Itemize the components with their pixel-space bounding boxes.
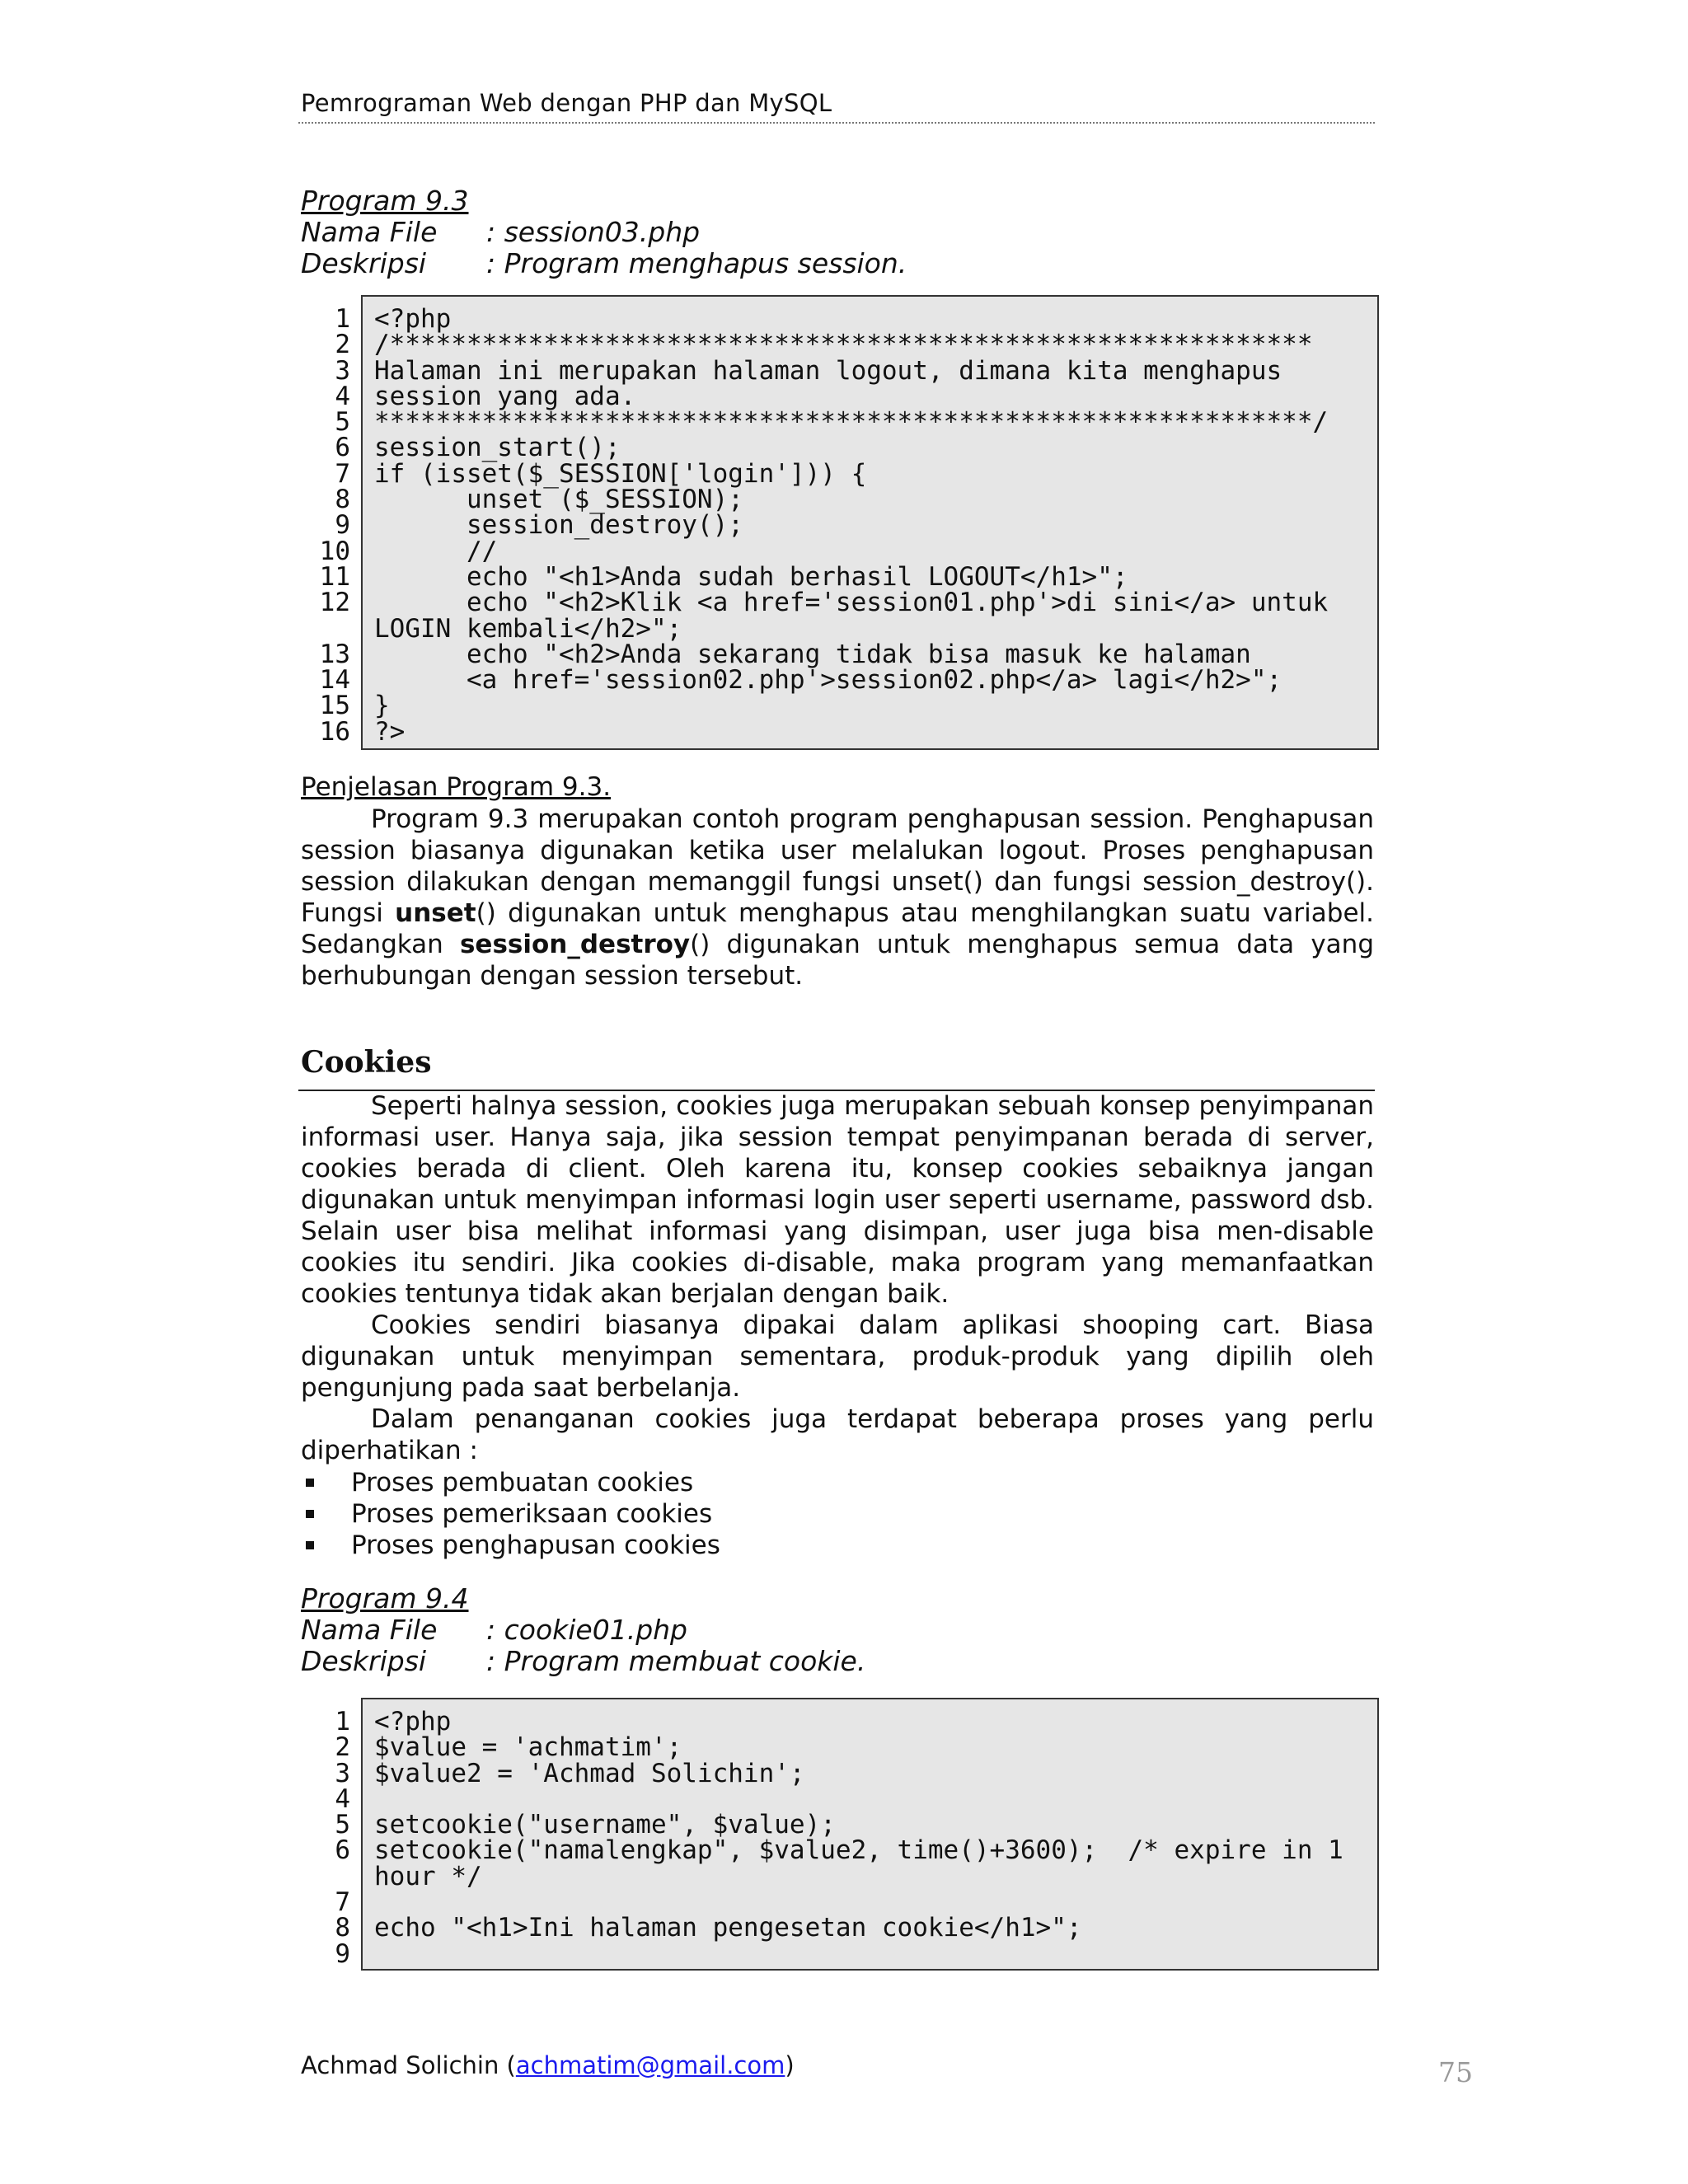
desc-key: Deskripsi — [301, 1645, 427, 1677]
page-number: 75 — [1438, 2056, 1473, 2088]
file-key: Nama File — [301, 216, 438, 248]
list-item-text: Proses penghapusan cookies — [351, 1530, 720, 1560]
cookies-paragraph-3: Dalam penanganan cookies juga terdapat beberapa proses yang perlu diperhatikan : — [301, 1404, 1374, 1465]
list-item — [301, 1530, 720, 1561]
program-9-3-heading — [301, 185, 907, 279]
file-key: Nama File — [301, 1614, 438, 1646]
cookies-paragraph-1: Seperti halnya session, cookies juga merupakan sebuah konsep penyimpanan informasi user. Hanya saja, jika session tempat penyimpanan berada di server, cookies berada di client. Oleh karena itu, konsep cookies sebaiknya jangan digunakan untuk menyimpan informasi login user seperti username, password dsb. Selain user bisa melihat informasi yang disimpan, user juga bisa men-disable cookies itu sendiri. Jika cookies di-disable, maka program yang memanfaatkan cookies tentunya tidak akan berjalan dengan baik. — [301, 1091, 1374, 1309]
footer-author — [301, 2051, 795, 2079]
header-divider — [298, 122, 1375, 124]
code-block: <?php /************************************************************ Halaman ini merupakan halaman logout, dimana kita menghapus session yang ada. *************************************************************/ session_start(); if (isset($_SESSION['login'])) { unset ($_SESSION); session_destroy(); // echo "<h1>Anda sudah berhasil LOGOUT</h1>"; echo "<h2>Klik <a href='session01.php'>di sini</a> untuk LOGIN kembali</h2>"; echo "<h2>Anda sekarang tidak bisa masuk ke halaman <a href='session02.php'>session02.php</a> lagi</h2>"; } ?> — [361, 295, 1379, 750]
desc-row — [301, 1646, 865, 1677]
program-title: Program 9.3 — [301, 185, 469, 217]
explanation-paragraph — [301, 804, 1374, 991]
program-title: Program 9.4 — [301, 1582, 469, 1615]
author-email-link[interactable]: achmatim@gmail.com — [515, 2051, 785, 2079]
file-row — [301, 1615, 865, 1646]
bullet-square-icon — [306, 1479, 314, 1487]
author-close-paren: ) — [785, 2051, 795, 2079]
desc-row — [301, 248, 907, 279]
bold-unset: unset — [395, 898, 476, 928]
code-block: <?php $value = 'achmatim'; $value2 = 'Achmad Solichin'; setcookie("username", $value); setcookie("namalengkap", $value2, time()+3600); /* expire in 1 hour */ echo "<h1>Ini halaman pengesetan cookie</h1>"; — [361, 1698, 1379, 1971]
explanation-text-2: () digunakan untuk menghapus atau menghilangkan suatu variabel. Sedangkan — [301, 898, 1374, 959]
desc-key: Deskripsi — [301, 247, 427, 279]
desc-value: : Program membuat cookie. — [486, 1645, 866, 1677]
list-item-text: Proses pembuatan cookies — [351, 1468, 694, 1497]
file-value: : session03.php — [486, 216, 701, 248]
file-value: : cookie01.php — [486, 1614, 688, 1646]
list-item — [301, 1498, 720, 1530]
list-item — [301, 1467, 720, 1498]
cookies-paragraph-2: Cookies sendiri biasanya dipakai dalam aplikasi shooping cart. Biasa digunakan untuk menyimpan sementara, produk-produk yang dipilih oleh pengunjung pada saat berbelanja. — [301, 1310, 1374, 1403]
explanation-text-1: Program 9.3 merupakan contoh program penghapusan session. Penghapusan session biasanya digunakan ketika user melalukan logout. Proses penghapusan session dilakukan dengan memanggil fungsi unset() dan fungsi session_destroy(). Fungsi — [301, 804, 1374, 928]
section-title-cookies: Cookies — [301, 1045, 432, 1080]
cookie-process-list — [301, 1467, 720, 1561]
line-numbers: 1 2 3 4 5 6 7 8 9 — [335, 1707, 350, 1969]
explanation-title: Penjelasan Program 9.3. — [301, 772, 612, 802]
running-header: Pemrograman Web dengan PHP dan MySQL — [301, 89, 832, 117]
bold-session-destroy: session_destroy — [459, 930, 691, 959]
explanation-text-3: () digunakan untuk menghapus semua data yang berhubungan dengan session tersebut. — [301, 930, 1375, 991]
line-numbers: 1 2 3 4 5 6 7 8 9 10 11 12 13 14 15 16 — [319, 304, 350, 747]
bullet-square-icon — [306, 1510, 314, 1518]
bullet-square-icon — [306, 1541, 314, 1549]
desc-value: : Program menghapus session. — [486, 247, 907, 279]
author-name: Achmad Solichin ( — [301, 2051, 516, 2079]
file-row — [301, 217, 907, 248]
program-9-4-heading — [301, 1583, 865, 1677]
list-item-text: Proses pemeriksaan cookies — [351, 1499, 713, 1529]
